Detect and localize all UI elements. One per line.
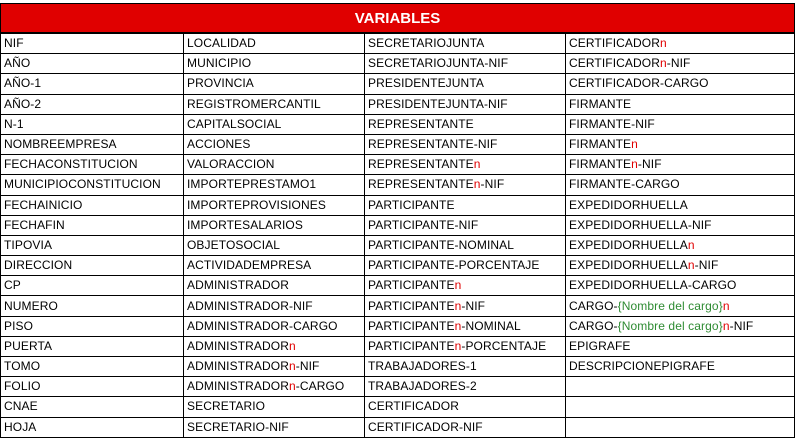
variable-text: ACTIVIDADEMPRESA [187, 258, 312, 273]
variable-text: MUNICIPIOCONSTITUCION [4, 177, 161, 192]
variable-cell [365, 155, 566, 175]
variable-text: SECRETARIOJUNTA-NIF [368, 56, 509, 71]
table-row [1, 54, 795, 74]
header-row [1, 4, 795, 34]
variable-text: FIRMANTE [569, 157, 632, 172]
variable-text: n [687, 258, 695, 273]
variable-cell [566, 377, 795, 397]
variable-cell [566, 175, 795, 195]
variable-text: SECRETARIO-NIF [187, 419, 289, 434]
variable-text: CARGO- [569, 298, 618, 313]
variable-cell [365, 316, 566, 336]
table-row [1, 94, 795, 114]
variable-cell [184, 276, 365, 296]
variable-cell [184, 336, 365, 356]
table-row [1, 276, 795, 296]
variable-text: N-1 [4, 116, 24, 131]
variable-cell [365, 357, 566, 377]
variable-text: NIF [4, 36, 24, 51]
table-row [1, 357, 795, 377]
variable-text: PARTICIPANTE-NOMINAL [368, 237, 515, 252]
variable-cell [1, 175, 184, 195]
variable-text: VALORACCION [187, 157, 275, 172]
table-row [1, 33, 795, 54]
variable-cell [566, 74, 795, 94]
variable-text: NOMBREEMPRESA [4, 137, 117, 152]
variable-text: -NIF [729, 318, 754, 333]
variable-cell [1, 397, 184, 417]
variable-text: LOCALIDAD [187, 36, 256, 51]
variable-text: ADMINISTRADOR [187, 338, 289, 353]
table-row [1, 195, 795, 215]
variable-cell [184, 155, 365, 175]
variable-text: ADMINISTRADOR [187, 278, 289, 293]
variable-cell [365, 33, 566, 54]
variable-text: SECRETARIO [187, 399, 266, 414]
variable-text: PARTICIPANTE [368, 278, 455, 293]
variable-text: n [288, 359, 296, 374]
variable-text: TRABAJADORES-2 [368, 379, 477, 394]
variable-cell [184, 94, 365, 114]
table-row [1, 417, 795, 437]
variable-text: IMPORTEPRESTAMO1 [187, 177, 317, 192]
variable-text: -NIF [637, 157, 662, 172]
variable-cell [566, 316, 795, 336]
variable-text: -NIF [461, 298, 486, 313]
variable-text: TIPOVIA [4, 237, 53, 252]
variable-cell [184, 377, 365, 397]
variable-cell [184, 397, 365, 417]
variable-cell [184, 54, 365, 74]
variable-cell [566, 195, 795, 215]
variable-cell [365, 296, 566, 316]
variable-text: -NIF [666, 56, 691, 71]
variable-text: EXPEDIDORHUELLA [569, 258, 688, 273]
variable-text: -NOMINAL [461, 318, 521, 333]
variable-text: EPIGRAFE [569, 338, 631, 353]
variable-text: PISO [4, 318, 34, 333]
variable-cell [184, 357, 365, 377]
variable-text: FIRMANTE [569, 96, 632, 111]
variable-text: FECHAINICIO [4, 197, 83, 212]
variable-text: EXPEDIDORHUELLA-NIF [569, 217, 712, 232]
variable-text: ACCIONES [187, 137, 251, 152]
variable-cell [365, 74, 566, 94]
variable-text: PRESIDENTEJUNTA [368, 76, 484, 91]
variable-text: CERTIFICADOR [569, 56, 660, 71]
variable-cell [1, 357, 184, 377]
variable-cell [566, 155, 795, 175]
variable-cell [365, 276, 566, 296]
variable-cell [365, 94, 566, 114]
variable-text: AÑO [4, 56, 31, 71]
variable-text: -NIF [480, 177, 505, 192]
variable-cell [365, 235, 566, 255]
variable-cell [1, 417, 184, 437]
variable-text: n [288, 379, 296, 394]
variable-cell [566, 397, 795, 417]
variable-cell [365, 377, 566, 397]
table-row [1, 377, 795, 397]
variable-text: ADMINISTRADOR-CARGO [187, 318, 338, 333]
variable-text: {Nombre del cargo} [617, 318, 723, 333]
table-row [1, 215, 795, 235]
variable-text: MUNICIPIO [187, 56, 252, 71]
variable-cell [365, 54, 566, 74]
variable-cell [184, 175, 365, 195]
variable-cell [1, 296, 184, 316]
variable-text: n [722, 298, 730, 313]
variable-text: -PORCENTAJE [461, 338, 547, 353]
variable-cell [566, 296, 795, 316]
variable-cell [566, 357, 795, 377]
variable-cell [1, 74, 184, 94]
variable-text: n [687, 237, 695, 252]
variable-text: TOMO [4, 359, 41, 374]
table-row [1, 397, 795, 417]
variable-text: CNAE [4, 399, 38, 414]
variable-text: -CARGO [295, 379, 345, 394]
variable-text: FOLIO [4, 379, 41, 394]
variable-cell [184, 134, 365, 154]
variable-text: PROVINCIA [187, 76, 254, 91]
variable-text: DIRECCION [4, 258, 73, 273]
variable-text: FIRMANTE [569, 137, 632, 152]
table-title: VARIABLES [1, 4, 795, 34]
variable-text: SECRETARIOJUNTA [368, 36, 485, 51]
table-row [1, 316, 795, 336]
variable-text: n [473, 157, 481, 172]
variable-text: n [454, 318, 462, 333]
table-row [1, 296, 795, 316]
variable-text: REPRESENTANTE [368, 177, 474, 192]
variable-text: CP [4, 278, 21, 293]
variable-text: ADMINISTRADOR [187, 359, 289, 374]
variable-cell [1, 235, 184, 255]
variable-text: ADMINISTRADOR-NIF [187, 298, 313, 313]
variable-cell [365, 114, 566, 134]
table-row [1, 74, 795, 94]
variable-cell [184, 316, 365, 336]
variable-text: TRABAJADORES-1 [368, 359, 477, 374]
variable-cell [1, 377, 184, 397]
variable-cell [566, 114, 795, 134]
variable-cell [184, 74, 365, 94]
variable-text: EXPEDIDORHUELLA [569, 197, 688, 212]
variable-cell [365, 195, 566, 215]
table-row [1, 175, 795, 195]
variable-text: REGISTROMERCANTIL [187, 96, 321, 111]
variable-text: PARTICIPANTE [368, 318, 455, 333]
variable-cell [184, 33, 365, 54]
table-row [1, 155, 795, 175]
variable-text: PRESIDENTEJUNTA-NIF [368, 96, 508, 111]
variable-text: REPRESENTANTE [368, 157, 474, 172]
variable-text: ADMINISTRADOR [187, 379, 289, 394]
variable-cell [1, 215, 184, 235]
variable-text: FECHACONSTITUCION [4, 157, 138, 172]
variable-text: DESCRIPCIONEPIGRAFE [569, 359, 715, 374]
variable-cell [1, 195, 184, 215]
variable-text: EXPEDIDORHUELLA [569, 237, 688, 252]
variable-cell [184, 256, 365, 276]
variable-text: n [659, 36, 667, 51]
variable-text: AÑO-1 [4, 76, 42, 91]
table-row [1, 336, 795, 356]
variable-text: -NIF [295, 359, 320, 374]
variable-text: CAPITALSOCIAL [187, 116, 282, 131]
variable-cell [566, 235, 795, 255]
variable-text: PARTICIPANTE-NIF [368, 217, 479, 232]
variable-text: CARGO- [569, 318, 618, 333]
variable-text: n [722, 318, 730, 333]
variable-cell [566, 215, 795, 235]
variable-text: OBJETOSOCIAL [187, 237, 281, 252]
table-row [1, 235, 795, 255]
variable-text: n [454, 338, 462, 353]
variable-text: CERTIFICADOR-CARGO [569, 76, 709, 91]
variable-text: CERTIFICADOR [569, 36, 660, 51]
variable-cell [184, 215, 365, 235]
variable-text: IMPORTEPROVISIONES [187, 197, 326, 212]
variable-cell [1, 336, 184, 356]
variable-text: n [659, 56, 667, 71]
variable-cell [566, 33, 795, 54]
variable-cell [1, 276, 184, 296]
variable-cell [1, 54, 184, 74]
variable-cell [566, 134, 795, 154]
variable-cell [566, 276, 795, 296]
variable-text: n [631, 137, 638, 152]
variable-text: REPRESENTANTE-NIF [368, 137, 498, 152]
variable-text: AÑO-2 [4, 96, 42, 111]
variable-cell [184, 235, 365, 255]
variable-cell [1, 316, 184, 336]
variable-text: FIRMANTE-CARGO [569, 177, 680, 192]
variable-text: FIRMANTE-NIF [569, 116, 655, 131]
variable-text: CERTIFICADOR [368, 399, 459, 414]
variable-cell [566, 336, 795, 356]
table-row [1, 114, 795, 134]
variable-cell [566, 256, 795, 276]
table-body [1, 33, 795, 437]
variable-cell [566, 94, 795, 114]
variable-cell [365, 417, 566, 437]
variable-cell [1, 33, 184, 54]
variable-cell [365, 256, 566, 276]
variable-cell [365, 397, 566, 417]
variable-cell [365, 336, 566, 356]
variable-cell [566, 54, 795, 74]
variable-text: NUMERO [4, 298, 58, 313]
variable-cell [566, 417, 795, 437]
variable-cell [1, 155, 184, 175]
variable-text: FECHAFIN [4, 217, 65, 232]
variable-text: PARTICIPANTE [368, 197, 455, 212]
variable-text: -NIF [694, 258, 719, 273]
variable-cell [1, 94, 184, 114]
variable-text: {Nombre del cargo} [617, 298, 723, 313]
variable-text: n [473, 177, 481, 192]
variable-cell [1, 134, 184, 154]
variable-text: REPRESENTANTE [368, 116, 474, 131]
variable-cell [365, 215, 566, 235]
variable-text: IMPORTESALARIOS [187, 217, 303, 232]
variable-text: n [631, 157, 638, 172]
variables-table [0, 3, 795, 438]
variable-cell [365, 175, 566, 195]
variable-cell [184, 114, 365, 134]
variable-text: HOJA [4, 419, 37, 434]
variable-text: PARTICIPANTE-PORCENTAJE [368, 258, 540, 273]
variable-text: PARTICIPANTE [368, 338, 455, 353]
table-row [1, 134, 795, 154]
variable-cell [184, 296, 365, 316]
variable-text: EXPEDIDORHUELLA-CARGO [569, 278, 737, 293]
table-row [1, 256, 795, 276]
variable-text: n [288, 338, 296, 353]
variable-cell [184, 195, 365, 215]
variable-text: n [454, 278, 462, 293]
variable-text: PUERTA [4, 338, 53, 353]
variable-cell [184, 417, 365, 437]
variable-cell [1, 256, 184, 276]
variable-text: CERTIFICADOR-NIF [368, 419, 483, 434]
variable-cell [365, 134, 566, 154]
variable-text: n [454, 298, 462, 313]
variable-cell [1, 114, 184, 134]
variable-text: PARTICIPANTE [368, 298, 455, 313]
